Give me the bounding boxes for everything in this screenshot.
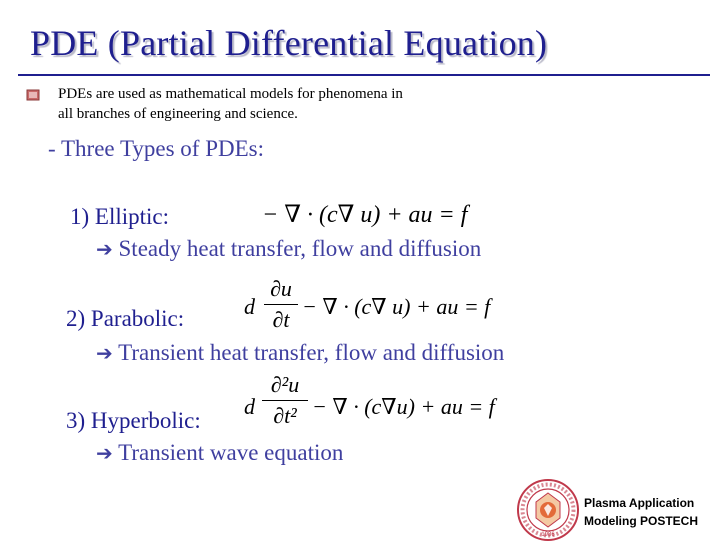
footer-line-2: Modeling POSTECH bbox=[584, 514, 698, 528]
intro-text bbox=[58, 84, 498, 124]
parabolic-prefix: d bbox=[244, 294, 255, 319]
types-heading: - Three Types of PDEs: bbox=[48, 136, 265, 161]
hyperbolic-label: 3) Hyperbolic: bbox=[66, 408, 201, 433]
hyperbolic-description: ➔ Transient wave equation bbox=[96, 440, 344, 465]
hyperbolic-frac-den: ∂t² bbox=[273, 403, 297, 428]
arrow-icon: ➔ bbox=[96, 237, 113, 261]
footer bbox=[584, 494, 698, 530]
parabolic-frac-den: ∂t bbox=[272, 307, 290, 332]
university-seal-icon bbox=[516, 478, 580, 542]
intro-line-2: all branches of engineering and science. bbox=[58, 106, 298, 122]
svg-text:1986: 1986 bbox=[541, 532, 555, 538]
parabolic-label: 2) Parabolic: bbox=[66, 306, 185, 331]
bullet-icon bbox=[26, 89, 40, 101]
hyperbolic-equation: − ∇ · (c∇u) + au = f bbox=[312, 394, 495, 419]
parabolic-description: ➔ Transient heat transfer, flow and diffusion bbox=[96, 340, 505, 365]
slide-title: PDE (Partial Differential Equation) bbox=[30, 23, 548, 63]
parabolic-fraction bbox=[264, 276, 298, 333]
elliptic-label: 1) Elliptic: bbox=[70, 204, 170, 229]
arrow-icon: ➔ bbox=[96, 341, 113, 365]
parabolic-equation: − ∇ · (c∇ u) + au = f bbox=[302, 294, 491, 319]
parabolic-frac-num: ∂u bbox=[270, 276, 292, 301]
hyperbolic-fraction bbox=[262, 372, 308, 429]
footer-line-1: Plasma Application bbox=[584, 496, 695, 510]
elliptic-equation: − ∇ · (c∇ u) + au = f bbox=[262, 202, 468, 228]
intro-line-1: PDEs are used as mathematical models for phenomena in bbox=[58, 86, 403, 102]
elliptic-description: ➔ Steady heat transfer, flow and diffusion bbox=[96, 236, 482, 261]
hyperbolic-frac-num: ∂²u bbox=[270, 372, 300, 397]
title-divider bbox=[18, 74, 710, 76]
arrow-icon: ➔ bbox=[96, 441, 113, 465]
hyperbolic-prefix: d bbox=[244, 394, 255, 419]
